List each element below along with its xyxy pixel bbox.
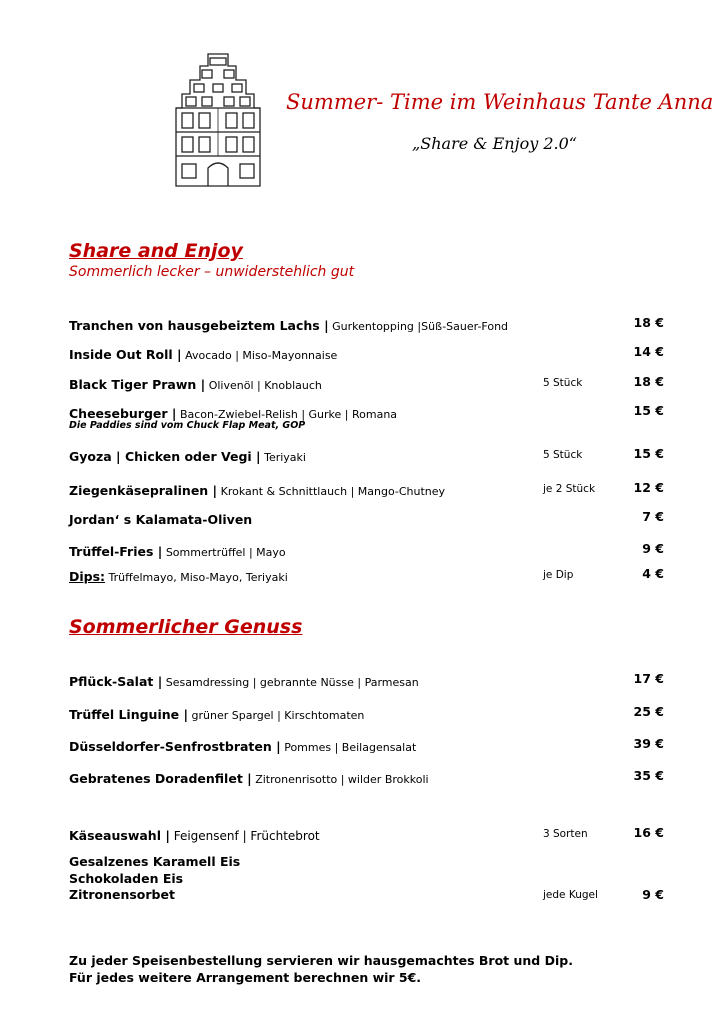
icecream-price: 9 €	[642, 887, 664, 902]
item-quantity: 3 Sorten	[543, 828, 588, 840]
item-note: Die Paddies sind vom Chuck Flap Meat, GOP	[69, 420, 306, 431]
footer-line: Für jedes weitere Arrangement berechnen wir 5€.	[69, 970, 422, 985]
item-price: 18 €	[633, 374, 664, 389]
menu-item: Pflück-Salat | Sesamdressing | gebrannte Nüsse | Parmesan 17 €	[69, 671, 664, 689]
icecream-item: Gesalzenes Karamell Eis	[69, 854, 241, 869]
footer-note	[69, 952, 573, 986]
menu-item: Black Tiger Prawn | Olivenöl | Knoblauch 5 Stück 18 €	[69, 374, 664, 392]
menu-item: Trüffel Linguine | grüner Spargel | Kirschtomaten 25 €	[69, 704, 664, 722]
icecream-item: Zitronensorbet	[69, 887, 175, 902]
item-price: 15 €	[633, 446, 664, 461]
item-price: 17 €	[633, 671, 664, 686]
menu-item-cheese: Käseauswahl | Feigensenf | Früchtebrot 3 Sorten 16 €	[69, 825, 664, 843]
menu-item-dips: Dips: Trüffelmayo, Miso-Mayo, Teriyaki je Dip 4 €	[69, 566, 664, 584]
item-price: 25 €	[633, 704, 664, 719]
item-quantity: je 2 Stück	[543, 483, 596, 495]
item-quantity: 5 Stück	[543, 449, 583, 461]
item-price: 18 €	[633, 315, 664, 330]
menu-title: Summer- Time im Weinhaus Tante Anna	[286, 90, 714, 114]
section-title-share-and-enjoy: Share and Enjoy	[69, 240, 243, 262]
item-price: 35 €	[633, 768, 664, 783]
house-logo-icon	[172, 46, 264, 188]
icecream-list	[69, 854, 240, 904]
item-price: 15 €	[633, 403, 664, 418]
menu-item: Tranchen von hausgebeiztem Lachs | Gurkentopping |Süß-Sauer-Fond 18 €	[69, 315, 664, 333]
item-price: 14 €	[633, 344, 664, 359]
menu-item: Cheeseburger | Bacon-Zwiebel-Relish | Gurke | Romana 15 € Die Paddies sind vom Chuck Flap Meat, GOP	[69, 403, 664, 431]
menu-item: Gyoza | Chicken oder Vegi | Teriyaki 5 Stück 15 €	[69, 446, 664, 464]
item-quantity: 5 Stück	[543, 377, 583, 389]
menu-item: Düsseldorfer-Senfrostbraten | Pommes | Beilagensalat 39 €	[69, 736, 664, 754]
menu-subtitle: „Share & Enjoy 2.0“	[412, 134, 577, 153]
item-price: 4 €	[642, 566, 664, 581]
item-price: 16 €	[633, 825, 664, 840]
item-price: 39 €	[633, 736, 664, 751]
icecream-quantity: jede Kugel	[543, 889, 598, 901]
menu-item: Inside Out Roll | Avocado | Miso-Mayonnaise 14 €	[69, 344, 664, 362]
icecream-item: Schokoladen Eis	[69, 870, 184, 886]
menu-item: Trüffel-Fries | Sommertrüffel | Mayo 9 €	[69, 541, 664, 559]
item-price: 7 €	[642, 509, 664, 524]
menu-item: Jordan‘ s Kalamata-Oliven 7 €	[69, 509, 664, 527]
menu-item: Ziegenkäsepralinen | Krokant & Schnittlauch | Mango-Chutney je 2 Stück 12 €	[69, 480, 664, 498]
section-subtitle: Sommerlich lecker – unwiderstehlich gut	[69, 264, 355, 280]
item-price: 12 €	[633, 480, 664, 495]
item-price: 9 €	[642, 541, 664, 556]
section-title-sommerlicher-genuss: Sommerlicher Genuss	[69, 616, 303, 638]
menu-item: Gebratenes Doradenfilet | Zitronenrisotto | wilder Brokkoli 35 €	[69, 768, 664, 786]
item-quantity: je Dip	[543, 569, 574, 581]
footer-line: Zu jeder Speisenbestellung servieren wir hausgemachtes Brot und Dip.	[69, 953, 573, 968]
